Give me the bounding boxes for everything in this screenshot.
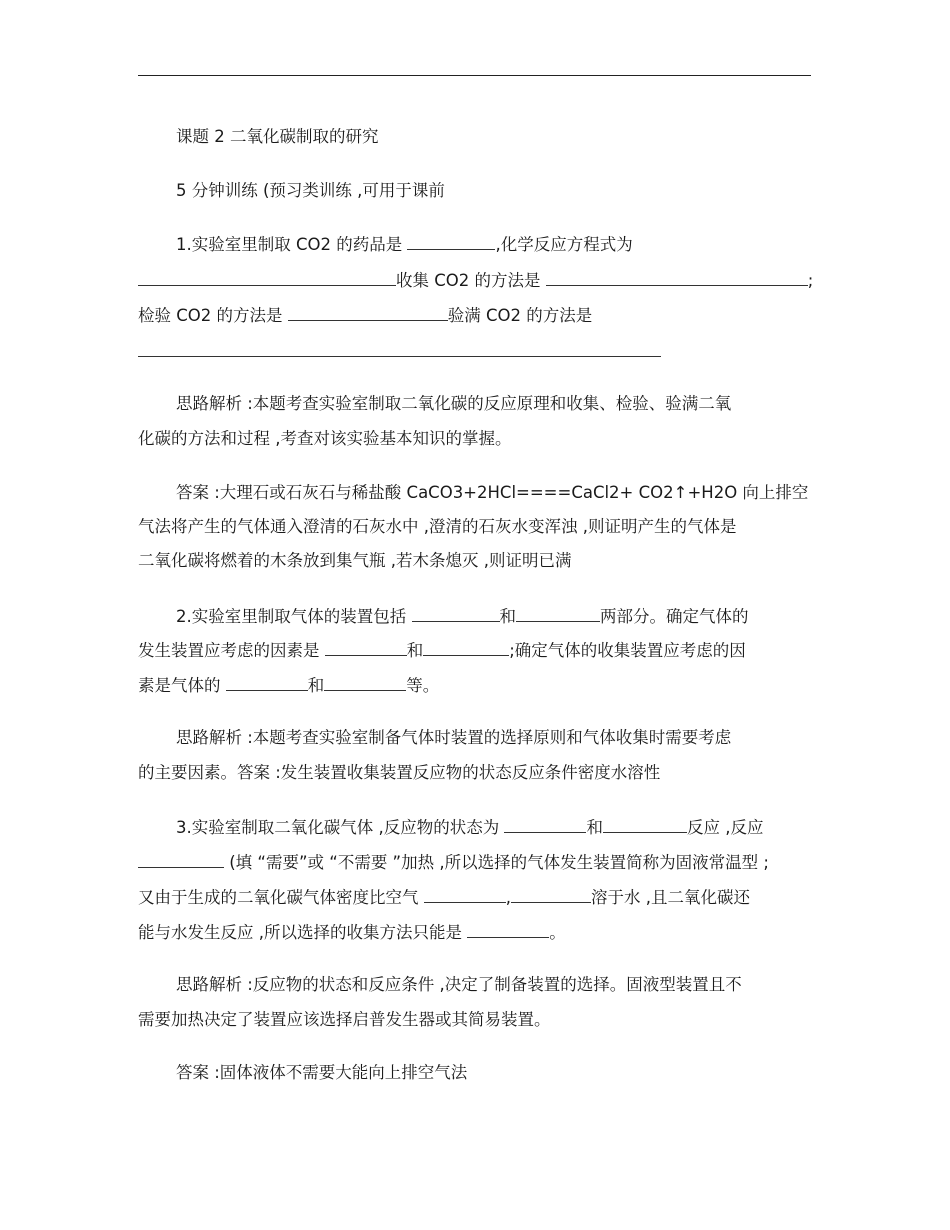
question-3-line-3: [138, 886, 750, 909]
question-3-text: ,: [505, 888, 511, 907]
question-3-text: 又由于生成的二氧化碳气体密度比空气: [138, 888, 424, 907]
question-2-text: 2.实验室里制取气体的装置包括: [176, 607, 412, 626]
answer-3-line-1: 答案 :固体液体不需要大能向上排空气法: [176, 1063, 468, 1082]
question-1-text: ;: [807, 271, 814, 290]
question-1-text: 检验 CO2 的方法是: [138, 306, 288, 325]
answer-blank[interactable]: [138, 340, 661, 357]
question-2-text: 两部分。确定气体的: [600, 607, 749, 626]
answer-blank[interactable]: [138, 851, 224, 868]
question-2-text: 发生装置应考虑的因素是: [138, 641, 325, 660]
question-3-text: (填 “需要”或 “不需要 ”加热 ,所以选择的气体发生装置简称为固液常温型 ;: [224, 853, 769, 872]
answer-blank[interactable]: [288, 304, 448, 321]
question-2-text: ;确定气体的收集装置应考虑的因: [509, 641, 746, 660]
question-2-text: 和: [406, 641, 424, 660]
question-3-text: 反应 ,反应: [686, 818, 764, 837]
question-2-line-2: [138, 639, 746, 662]
question-1-line-4: [138, 340, 661, 363]
answer-blank[interactable]: [407, 233, 495, 250]
analysis-1-line-1: 思路解析 :本题考查实验室制取二氧化碳的反应原理和收集、检验、验满二氧: [176, 394, 732, 413]
question-3-text: 。: [549, 923, 566, 942]
question-3-line-2: [138, 851, 769, 874]
question-1-text: 验满 CO2 的方法是: [447, 306, 593, 325]
answer-blank[interactable]: [423, 639, 509, 656]
question-3-line-4: [138, 921, 566, 944]
question-3-text: 能与水发生反应 ,所以选择的收集方法只能是: [138, 923, 468, 942]
analysis-2-line-2: 的主要因素。答案 :发生装置收集装置反应物的状态反应条件密度水溶性: [138, 763, 661, 782]
question-3-text: 溶于水 ,且二氧化碳还: [591, 888, 750, 907]
question-2-text: 素是气体的: [138, 676, 226, 695]
lesson-title: 课题 2 二氧化碳制取的研究: [176, 127, 379, 146]
question-2-line-1: [176, 605, 749, 628]
answer-1-line-2: 气法将产生的气体通入澄清的石灰水中 ,澄清的石灰水变浑浊 ,则证明产生的气体是: [138, 517, 737, 536]
answer-blank[interactable]: [603, 816, 687, 833]
question-1-line-3: [138, 304, 592, 327]
analysis-2-line-1: 思路解析 :本题考查实验室制备气体时装置的选择原则和气体收集时需要考虑: [176, 728, 732, 747]
answer-blank[interactable]: [511, 886, 591, 903]
header-rule: [138, 75, 811, 76]
question-2-text: 和: [307, 676, 325, 695]
question-3-text: 3.实验室制取二氧化碳气体 ,反应物的状态为: [176, 818, 505, 837]
answer-blank[interactable]: [226, 674, 308, 691]
question-3-text: 和: [586, 818, 603, 837]
section-heading: 5 分钟训练 (预习类训练 ,可用于课前: [176, 181, 445, 200]
answer-blank[interactable]: [516, 605, 600, 622]
analysis-3-line-2: 需要加热决定了装置应该选择启普发生器或其简易装置。: [138, 1010, 551, 1029]
analysis-1-line-2: 化碳的方法和过程 ,考查对该实验基本知识的掌握。: [138, 429, 512, 448]
question-1-text: ,化学反应方程式为: [495, 235, 633, 254]
answer-blank[interactable]: [412, 605, 500, 622]
question-2-text: 和: [499, 607, 516, 626]
question-2-line-3: [138, 674, 439, 697]
answer-blank[interactable]: [324, 674, 406, 691]
question-1-line-2: [138, 269, 813, 292]
answer-blank[interactable]: [546, 269, 808, 286]
answer-blank[interactable]: [325, 639, 407, 656]
question-3-line-1: [176, 816, 763, 839]
question-2-text: 等。: [406, 676, 440, 695]
answer-blank[interactable]: [138, 269, 396, 286]
question-1-line-1: [176, 233, 633, 256]
analysis-3-line-1: 思路解析 :反应物的状态和反应条件 ,决定了制备装置的选择。固液型装置且不: [176, 975, 742, 994]
answer-1-line-3: 二氧化碳将燃着的木条放到集气瓶 ,若木条熄灭 ,则证明已满: [138, 551, 572, 570]
question-1-text: 1.实验室里制取 CO2 的药品是: [176, 235, 408, 254]
answer-blank[interactable]: [424, 886, 506, 903]
answer-blank[interactable]: [504, 816, 586, 833]
answer-1-line-1: 答案 :大理石或石灰石与稀盐酸 CaCO3+2HCl====CaCl2+ CO2↑+H2O 向上排空: [176, 483, 809, 502]
question-1-text: 收集 CO2 的方法是: [396, 271, 546, 290]
answer-blank[interactable]: [467, 921, 549, 938]
